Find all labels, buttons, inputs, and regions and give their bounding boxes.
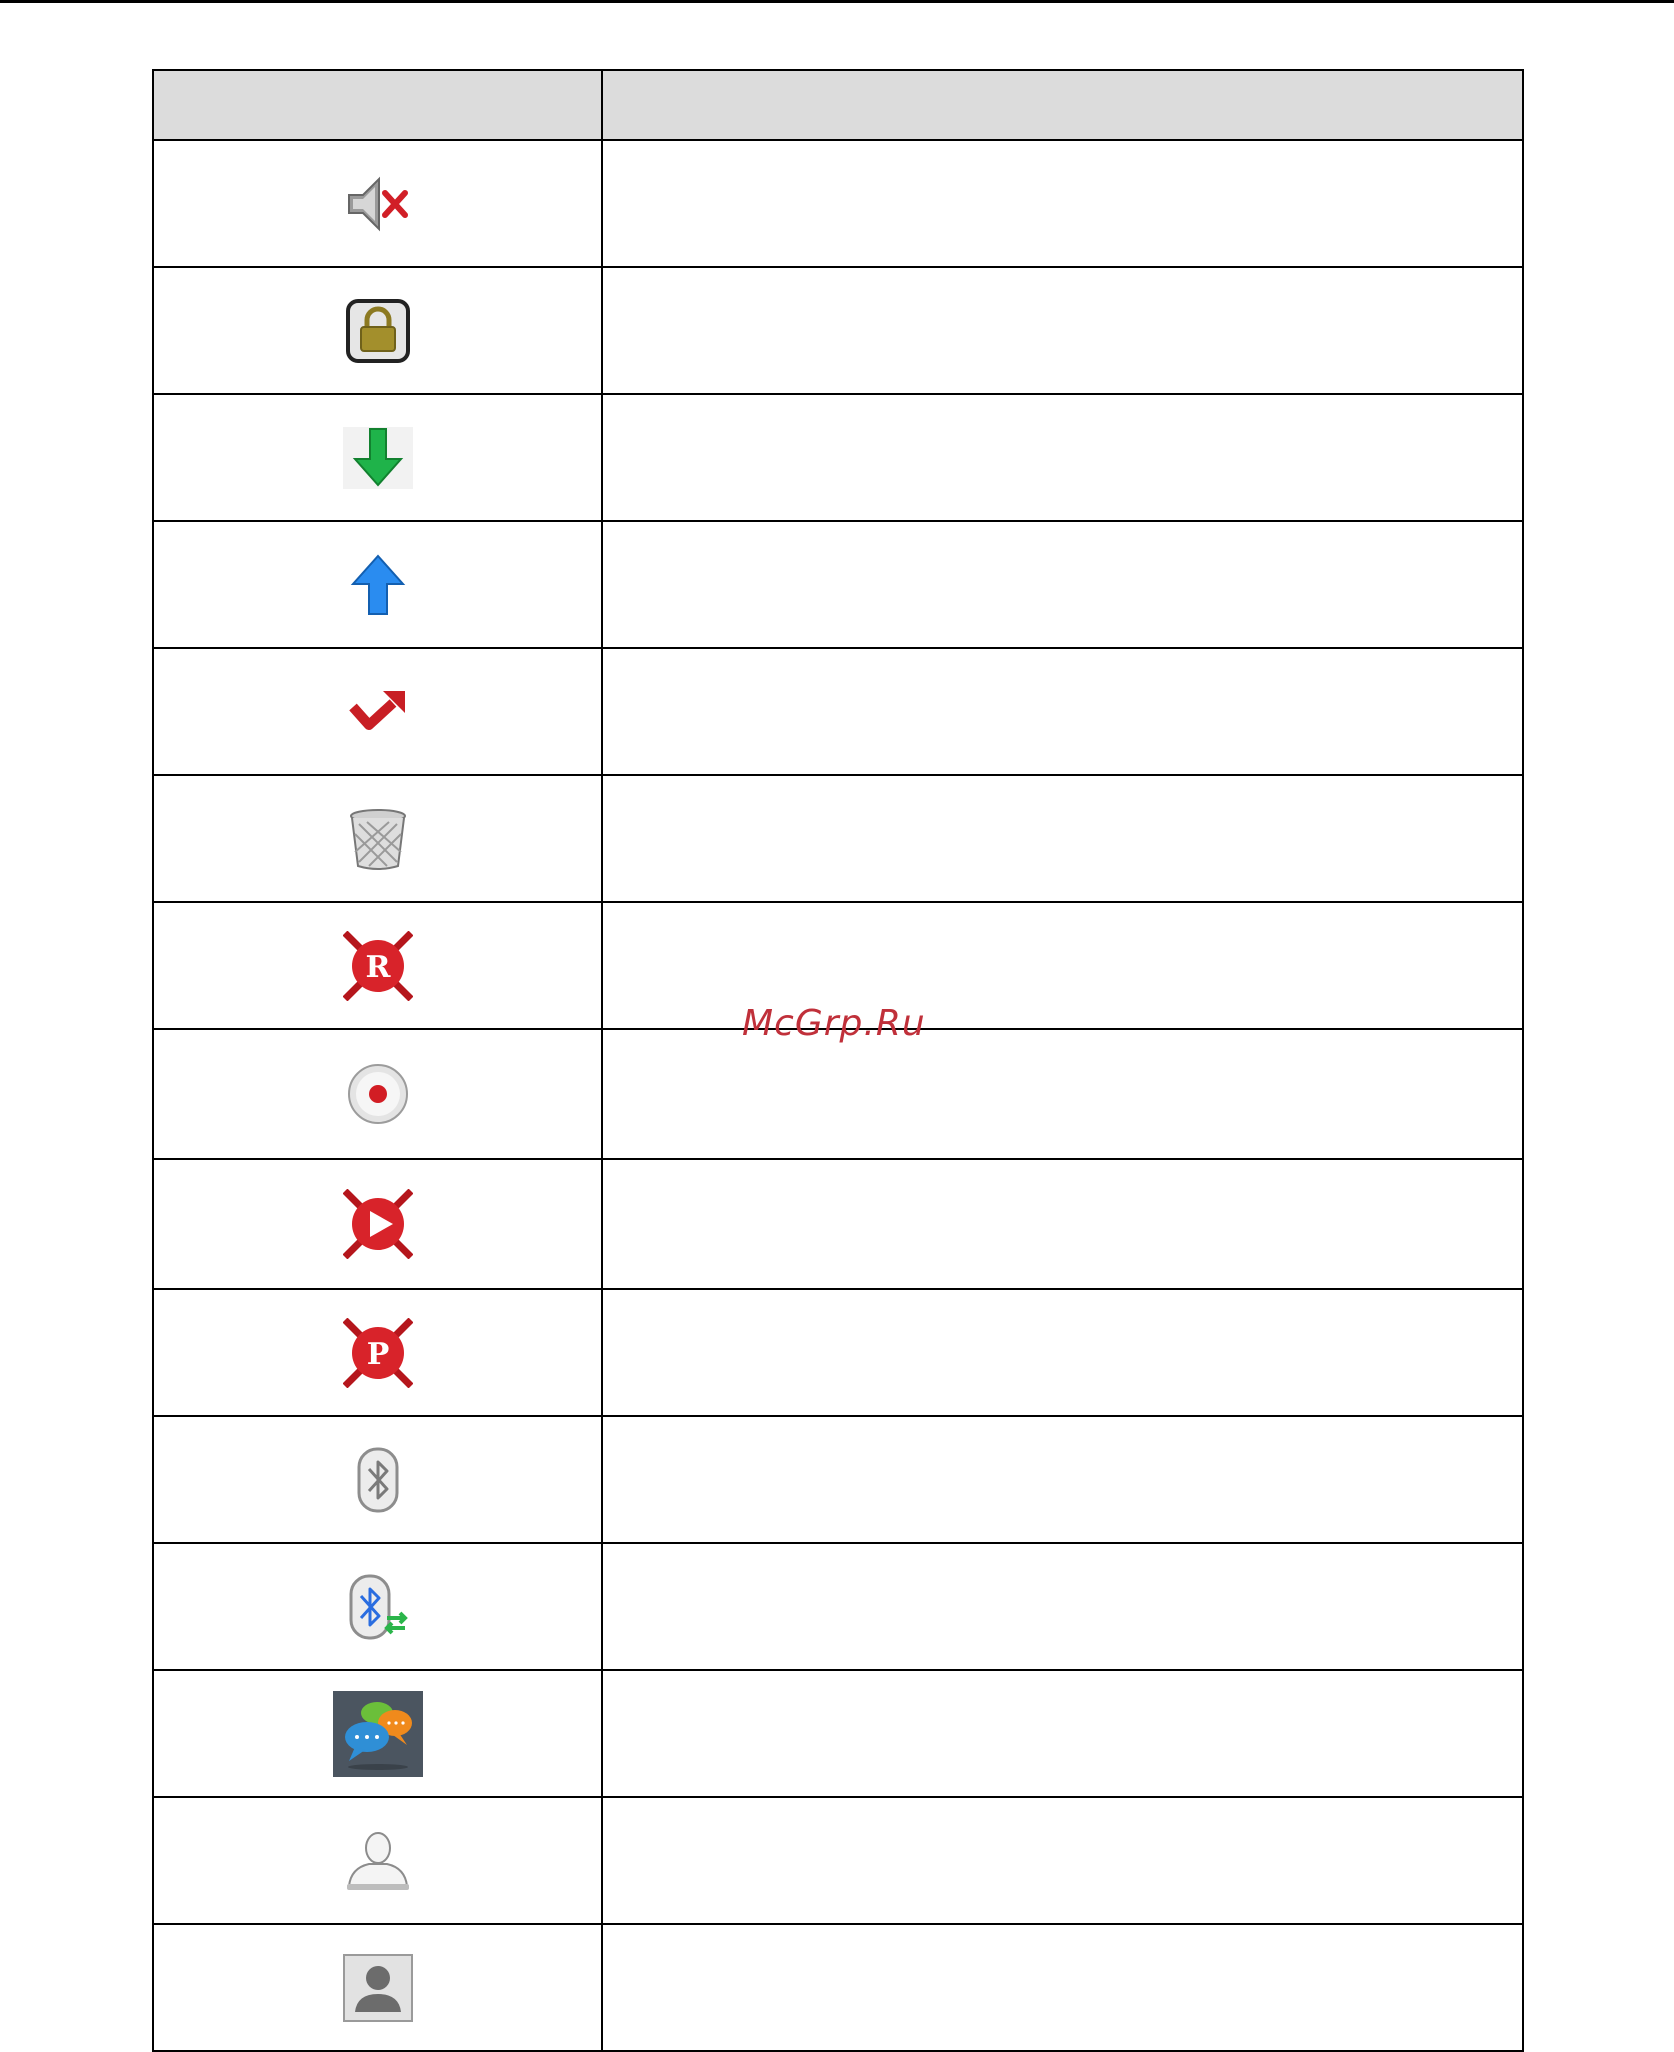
lock-icon (345, 298, 411, 364)
mute-icon (343, 169, 413, 239)
row-description (602, 775, 1523, 902)
table-row (153, 394, 1523, 521)
header-icon-column (153, 70, 602, 140)
row-description (602, 1670, 1523, 1797)
svg-text:R: R (365, 949, 390, 985)
row-description (602, 902, 1523, 1029)
row-description (602, 394, 1523, 521)
table-row (153, 1416, 1523, 1543)
table-row (153, 648, 1523, 775)
row-description (602, 1029, 1523, 1159)
record-stop-r-icon (343, 931, 413, 1001)
row-description (602, 1416, 1523, 1543)
bluetooth-transfer-icon (343, 1572, 413, 1642)
table-row (153, 521, 1523, 648)
row-description (602, 521, 1523, 648)
row-description (602, 648, 1523, 775)
forward-arrow-icon (343, 677, 413, 747)
table-row (153, 1543, 1523, 1670)
table-row (153, 1670, 1523, 1797)
row-description (602, 1924, 1523, 2051)
table-row (153, 1159, 1523, 1289)
row-description (602, 1159, 1523, 1289)
watermark-text: McGrp.Ru (742, 1003, 926, 1044)
row-description (602, 140, 1523, 267)
svg-text:P: P (366, 1336, 389, 1372)
table-row (153, 1029, 1523, 1159)
table-row (153, 267, 1523, 394)
row-description (602, 1543, 1523, 1670)
icon-description-table (152, 69, 1524, 2052)
table-row (153, 1289, 1523, 1416)
page-top-rule (0, 0, 1674, 3)
row-description (602, 1797, 1523, 1924)
contact-photo-icon (343, 1954, 413, 2022)
header-description-column (602, 70, 1523, 140)
pause-stop-p-icon (343, 1318, 413, 1388)
arrow-up-icon (343, 550, 413, 620)
table-row (153, 140, 1523, 267)
record-dot-icon (346, 1062, 410, 1126)
table-row (153, 775, 1523, 902)
row-description (602, 1289, 1523, 1416)
bluetooth-icon (353, 1445, 403, 1515)
row-description (602, 267, 1523, 394)
table-row (153, 1797, 1523, 1924)
table-row (153, 1924, 1523, 2051)
arrow-down-icon (343, 423, 413, 493)
contact-silhouette-icon (343, 1826, 413, 1896)
trash-icon (343, 804, 413, 874)
chat-bubbles-icon (333, 1691, 423, 1777)
play-stop-icon (343, 1189, 413, 1259)
table-header-row (153, 70, 1523, 140)
